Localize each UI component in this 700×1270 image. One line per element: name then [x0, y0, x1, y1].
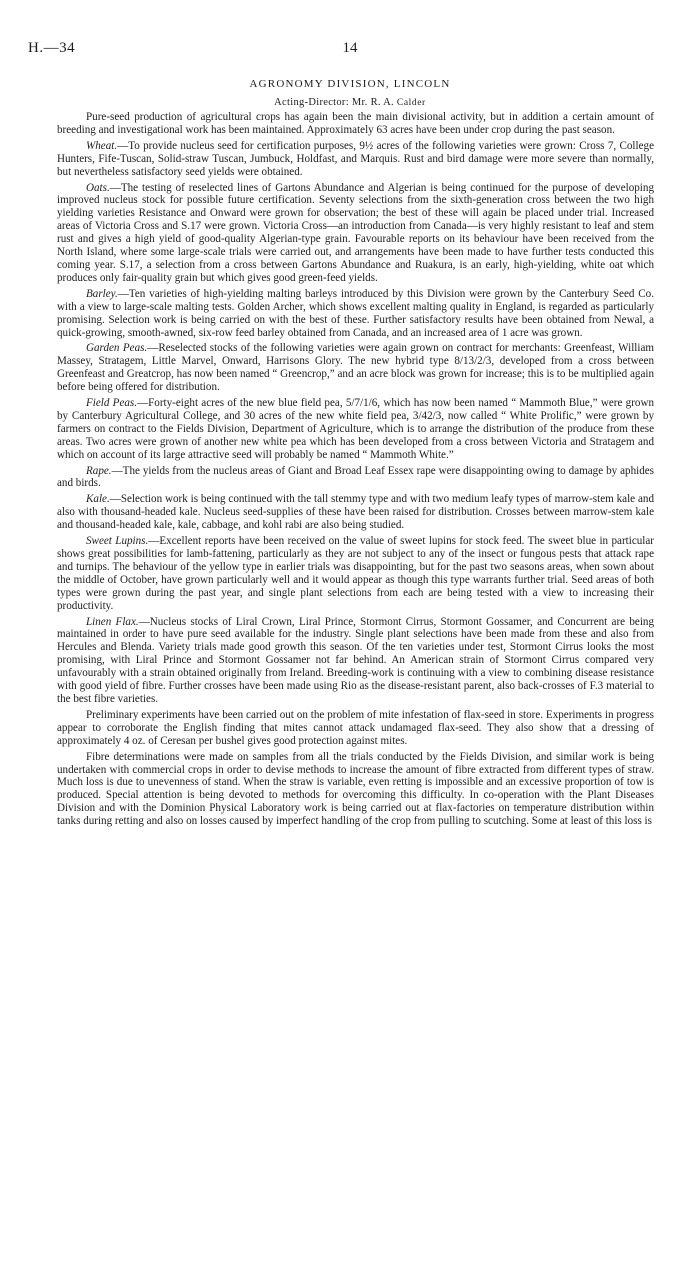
paragraph	[57, 342, 654, 394]
paragraph-heading: Barley.	[86, 287, 118, 300]
director-name: Calder	[396, 98, 426, 108]
director-prefix: Acting-Director: Mr. R. A.	[274, 97, 397, 108]
paragraph-heading: Wheat.	[86, 139, 118, 152]
section-title: AGRONOMY DIVISION, LINCOLN	[249, 78, 451, 90]
paragraph	[57, 111, 654, 137]
document-reference: H.—34	[28, 40, 76, 56]
paragraph-text: —Forty-eight acres of the new blue field pea, 5/7/1/6, which has now been named “ Mammoth Blue,” were grown by Canterbury Agricultural College, and 30 acres of the new white field pea, 3/42/3, now called “ White Prolific,” were grown by farmers on contract to the Fields Division, Department of Agriculture, which is to arrange the distribution of the produce from these areas. Two acres were grown of another new white pea which has been developed from a cross between Victoria and Stratagem and which on account of its large attractive seed will probably be named “ Mammoth White.”	[57, 397, 654, 461]
paragraph-text: —To provide nucleus seed for certification purposes, 9½ acres of the following varieties were grown: Cross 7, College Hunters, Fife-Tuscan, Solid-straw Tuscan, Jumbuck, Holdfast, and Marquis. Rust and bird damage were more severe than normally, but nevertheless satisfactory seed yields were obtained.	[57, 139, 654, 178]
paragraph	[57, 751, 654, 828]
paragraph-text: —Ten varieties of high-yielding malting barleys introduced by this Division were grown by the Canterbury Seed Co. with a view to large-scale malting tests. Golden Archer, which shows excellent malting quality in England, is regarded as particularly promising. Selection work is being carried on with the best of these. Further satisfactory results have been obtained from Newal, a quick-growing, smooth-awned, six-row feed barley obtained from Canada, and an increased area of 1 acre was grown.	[57, 287, 654, 339]
paragraph	[57, 182, 654, 285]
paragraph	[57, 288, 654, 340]
paragraph-text: —Excellent reports have been received on the value of sweet lupins for stock feed. The sweet blue in particular shows great possibilities for lamb-fattening, particularly as they are not subject to any of the insect or fungous pests that attack rape and turnips. The behaviour of the yellow type in earlier trials was disappointing, but for the past two seasons areas, when sown about the middle of October, have grown particularly well and it would appear as though this type warrants further trial. Seed areas of both types were grown during the past year, and single plant selections from each are being tested with a view to increasing their productivity.	[57, 535, 655, 612]
paragraph-text: —Selection work is being continued with the tall stemmy type and with two medium leafy types of marrow-stem kale and also with thousand-headed kale. Nucleus seed-supplies of these have been raised for distribution. Crosses between marrow-stem kale and thousand-headed kale, kale, cabbage, and kohl rabi are also being studied.	[57, 493, 654, 532]
paragraph-text: —Nucleus stocks of Liral Crown, Liral Prince, Stormont Cirrus, Stormont Gossamer, and Concurrent are being maintained in order to have pure seed available for the industry. Single plant selections have been made from these and also from Hercules and Blenda. Variety trials made good growth this season. Of the ten varieties under test, Stormont Cirrus looks the most promising, with Liral Prince and Stormont Gossamer not far behind. An American strain of Stormont Cirrus compared very unfavourably with a strain obtained originally from Ireland. Breeding-work is continuing with a view to combining disease resistance with good yield of fibre. Further crosses have been made using Rio as the disease-resistant parent, also back-crosses of F.3 material to the best fibre varieties.	[57, 615, 654, 705]
page-number: 14	[342, 40, 358, 56]
body-text	[57, 111, 654, 831]
paragraph	[57, 535, 654, 612]
paragraph	[57, 140, 654, 179]
paragraph	[57, 616, 654, 706]
paragraph-text: —The testing of reselected lines of Gartons Abundance and Algerian is being continued for the purpose of developing improved nucleus stock for possible future certification. Seventy selections from the sixth-generation cross between the two high yielding varieties Resistance and Onward were grown for observation; the best of these will again be placed under trial. Increased areas of Victoria Cross and S.17 were grown. Victoria Cross—an introduction from Canada—is very highly resistant to leaf and stem rust and gives a high yield of good-quality Algerian-type grain. Favourable reports on its behaviour have been received from the North Island, where some large-scale trials were carried out, and arrangements have been made to have further tests conducted this coming year. S.17, a selection from a cross between Gartons Abundance and Ruakura, is an early, high-yielding, white oat which produces only fair-quality grain but which gives good green-feed yields.	[57, 181, 654, 284]
paragraph-text: Fibre determinations were made on samples from all the trials conducted by the Fields Division, and similar work is being undertaken with commercial crops in order to devise methods to increase the amount of fibre extracted from different types of straw. Much loss is due to unevenness of stand. When the straw is variable, even retting is impossible and an excessive proportion of tow is produced. Special attention is being devoted to methods for overcoming this difficulty. In co-operation with the Plant Diseases Division and with the Dominion Physical Laboratory work is being carried out at flax-factories on temperature distribution within tanks during retting and also on losses caused by imperfect handling of the crop from pulling to scutching. Some at least of this loss is	[57, 750, 654, 828]
paragraph-heading: Sweet Lupins.	[86, 535, 149, 548]
paragraph-heading: Kale.	[86, 493, 110, 506]
paragraph-text: Pure-seed production of agricultural crops has again been the main divisional activity, but in addition a certain amount of breeding and investigational work has been maintained. Approximately 63 acres have been under crop during the past season.	[57, 111, 654, 136]
acting-director-line	[0, 97, 700, 108]
paragraph	[57, 493, 654, 532]
paragraph-text: —Reselected stocks of the following varieties were again grown on contract for merchants: Greenfeast, William Massey, Stratagem, Little Marvel, Onward, Harrisons Glory. The new hybrid type 8/13/2/3, developed from a cross between Greenfeast and Greatcrop, has now been named “ Greencrop,” and an acre block was grown for increase; this is to be multiplied again before being offered for distribution.	[57, 342, 654, 394]
paragraph-heading: Field Peas.	[86, 397, 138, 410]
paragraph-heading: Rape.	[86, 464, 112, 477]
paragraph	[57, 465, 654, 491]
paragraph	[57, 397, 654, 462]
page-header	[28, 40, 672, 60]
paragraph-text: —The yields from the nucleus areas of Giant and Broad Leaf Essex rape were disappointing owing to damage by aphides and birds.	[57, 464, 654, 490]
paragraph-heading: Linen Flax.	[86, 615, 139, 628]
paragraph	[57, 709, 654, 748]
paragraph-text: Preliminary experiments have been carried out on the problem of mite infestation of flax-seed in store. Experiments in progress appear to corroborate the English finding that mites cannot attack undamaged flax-seed. They also show that a dressing of approximately 4 oz. of Ceresan per bushel gives good protection against mites.	[57, 708, 654, 747]
paragraph-heading: Garden Peas.	[86, 342, 148, 355]
paragraph-heading: Oats.	[86, 181, 110, 194]
